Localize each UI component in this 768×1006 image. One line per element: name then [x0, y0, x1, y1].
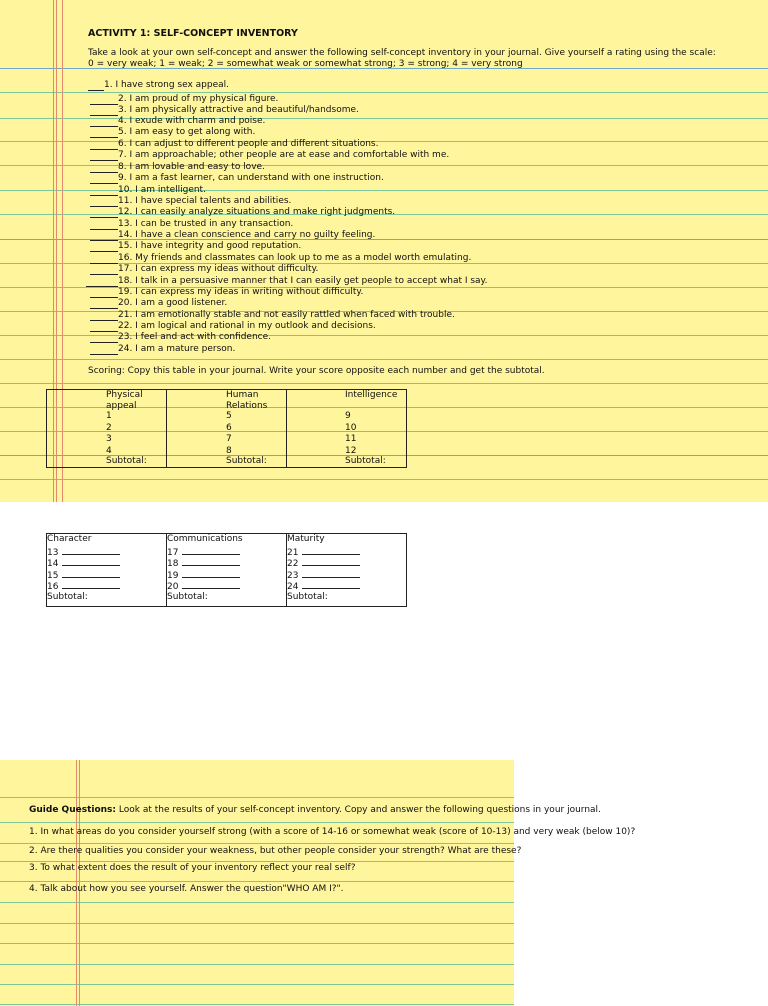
inventory-item-label: 24. I am a mature person. [118, 344, 236, 354]
rating-blank[interactable] [90, 106, 118, 116]
scoring-table-1 [46, 389, 407, 468]
inventory-item-label: 14. I have a clean conscience and carry no guilty feeling. [118, 230, 376, 240]
inventory-item [90, 207, 395, 218]
inventory-item [90, 287, 363, 298]
item-number: 19 [167, 570, 179, 581]
column-header: Intelligence [345, 390, 398, 400]
score-row [167, 580, 286, 592]
item-number: 1 [106, 411, 112, 421]
inventory-item [90, 196, 291, 207]
item-number: 5 [226, 411, 232, 421]
item-number: 17 [167, 547, 179, 558]
item-number: 23 [287, 570, 299, 581]
inventory-item-label: 5. I am easy to get along with. [118, 127, 256, 137]
rating-blank[interactable] [90, 95, 118, 105]
score-row [47, 580, 166, 592]
inventory-item [90, 264, 318, 275]
item-number: 15 [47, 570, 59, 581]
instructions: Take a look at your own self-concept and answer the following self-concept inventory in your journal. Give yourself a rating using the scale: [88, 48, 716, 58]
inventory-item [88, 80, 229, 91]
item-number: 20 [167, 582, 179, 592]
inventory-item-label: 16. My friends and classmates can look up to me as a model worth emulating. [118, 253, 472, 263]
inventory-item [90, 241, 301, 252]
rating-blank[interactable] [90, 231, 118, 241]
rating-blank[interactable] [88, 81, 104, 91]
item-number: 4 [106, 445, 112, 456]
inventory-item [90, 139, 378, 150]
physical-appeal-column [47, 390, 167, 468]
score-row [287, 569, 406, 581]
item-number: 3 [106, 434, 112, 444]
human-relations-column [167, 390, 287, 468]
score-row [167, 569, 286, 581]
inventory-item-label: 1. I have strong sex appeal. [104, 80, 230, 90]
character-column [47, 534, 167, 607]
inventory-item-label: 17. I can express my ideas without difficulty. [118, 264, 319, 274]
inventory-item-label: 7. I am approachable; other people are at ease and comfortable with me. [118, 150, 450, 160]
inventory-item-label: 10. I am intelligent. [118, 185, 206, 195]
item-number: 12 [345, 445, 357, 456]
guide-question-3: 3. To what extent does the result of your inventory reflect your real self? [29, 863, 356, 873]
inventory-item-label: 19. I can express my ideas in writing without difficulty. [118, 287, 364, 297]
item-number: 24 [287, 582, 299, 592]
rating-blank[interactable] [90, 117, 118, 127]
score-row [47, 546, 166, 558]
guide-question-2: 2. Are there qualities you consider your weakness, but other people consider your strength? What are these? [29, 846, 522, 856]
rating-blank[interactable] [90, 128, 118, 138]
inventory-item-label: 9. I am a fast learner, can understand with one instruction. [118, 173, 384, 183]
rating-blank[interactable] [90, 242, 118, 252]
inventory-item-label: 15. I have integrity and good reputation. [118, 241, 302, 251]
guide-intro-text: Look at the results of your self-concept inventory. Copy and answer the following questions in your journal. [118, 805, 601, 815]
notepad-bottom [0, 760, 514, 1006]
inventory-item-label: 12. I can easily analyze situations and make right judgments. [118, 207, 396, 217]
intelligence-column [287, 390, 407, 468]
subtotal-label: Subtotal: [47, 591, 88, 602]
item-number: 11 [345, 434, 357, 444]
guide-label: Guide Questions: [29, 805, 117, 815]
item-number: 14 [47, 559, 59, 569]
score-row [167, 546, 286, 558]
inventory-item [90, 162, 265, 173]
column-header: Relations [226, 400, 268, 411]
item-number: 6 [226, 422, 232, 433]
column-header: Physical [106, 390, 143, 400]
subtotal-label: Subtotal: [226, 455, 267, 466]
subtotal-label: Subtotal: [287, 591, 328, 602]
inventory-item [90, 310, 455, 321]
item-number: 10 [345, 422, 357, 433]
item-number: 16 [47, 582, 59, 592]
inventory-item-label: 3. I am physically attractive and beautiful/handsome. [118, 105, 359, 115]
rating-blank[interactable] [90, 288, 118, 298]
inventory-item-label: 4. I exude with charm and poise. [118, 116, 266, 126]
item-number: 8 [226, 445, 232, 456]
communications-column [167, 534, 287, 607]
inventory-item [90, 332, 271, 343]
inventory-item [90, 219, 293, 230]
inventory-item-label: 22. I am logical and rational in my outlook and decisions. [118, 321, 376, 331]
column-header: Communications [167, 534, 243, 544]
inventory-item [90, 185, 206, 196]
rating-blank[interactable] [90, 254, 118, 264]
subtotal-label: Subtotal: [106, 455, 147, 466]
rating-blank[interactable] [90, 163, 118, 173]
guide-question-1: 1. In what areas do you consider yourself strong (with a score of 14-16 or somewhat weak (score of 10-13) and very weak (below 10)? [29, 827, 636, 837]
inventory-item-label: 8. I am lovable and easy to love. [118, 162, 265, 172]
inventory-item [90, 230, 375, 241]
rating-blank[interactable] [90, 322, 118, 332]
inventory-item [90, 253, 471, 264]
inventory-item [90, 105, 359, 116]
maturity-column [287, 534, 407, 607]
inventory-item-label: 18. I talk in a persuasive manner that I can easily get people to accept what I say. [118, 276, 488, 286]
rating-blank[interactable] [90, 151, 118, 161]
inventory-item-label: 21. I am emotionally stable and not easily rattled when faced with trouble. [118, 310, 455, 320]
inventory-item [90, 127, 255, 138]
rating-blank[interactable] [90, 345, 118, 355]
item-number: 9 [345, 411, 351, 421]
item-number: 22 [287, 559, 299, 569]
guide-question-4: 4. Talk about how you see yourself. Answer the question"WHO AM I?". [29, 884, 344, 894]
inventory-item [90, 298, 227, 309]
score-row [47, 557, 166, 569]
column-header: Human [226, 390, 259, 400]
rating-blank[interactable] [90, 299, 118, 309]
column-header: Character [47, 534, 92, 544]
subtotal-label: Subtotal: [345, 455, 386, 466]
score-row [287, 546, 406, 558]
inventory-item-label: 6. I can adjust to different people and different situations. [118, 139, 379, 149]
item-number: 21 [287, 547, 299, 558]
rating-blank[interactable] [90, 333, 118, 343]
rating-blank[interactable] [90, 220, 118, 230]
rating-blank[interactable] [90, 186, 118, 196]
score-row [167, 557, 286, 569]
inventory-item [90, 173, 384, 184]
rating-blank[interactable] [90, 197, 118, 207]
inventory-item [90, 321, 376, 332]
item-number: 13 [47, 547, 59, 558]
rating-blank[interactable] [90, 140, 118, 150]
inventory-item [86, 276, 487, 287]
item-number: 18 [167, 559, 179, 569]
rating-blank[interactable] [90, 208, 118, 218]
subtotal-label: Subtotal: [167, 591, 208, 602]
inventory-item [90, 94, 278, 105]
guide-intro [29, 805, 601, 816]
inventory-item [90, 150, 449, 161]
score-row [287, 580, 406, 592]
inventory-item-label: 13. I can be trusted in any transaction. [118, 219, 294, 229]
inventory-item-label: 2. I am proud of my physical figure. [118, 94, 279, 104]
inventory-item-label: 20. I am a good listener. [118, 298, 228, 308]
column-header: appeal [106, 400, 137, 411]
scoring-instruction: Scoring: Copy this table in your journal. Write your score opposite each number and get the subtotal. [88, 366, 545, 376]
activity-title: ACTIVITY 1: SELF-CONCEPT INVENTORY [88, 28, 298, 39]
rating-blank[interactable] [90, 265, 118, 275]
rating-scale: 0 = very weak; 1 = weak; 2 = somewhat weak or somewhat strong; 3 = strong; 4 = very strong [88, 59, 523, 69]
inventory-item [90, 344, 235, 355]
inventory-item-label: 23. I feel and act with confidence. [118, 332, 272, 342]
score-row [47, 569, 166, 581]
column-header: Maturity [287, 534, 325, 544]
score-row [287, 557, 406, 569]
rating-blank[interactable] [90, 174, 118, 184]
inventory-item [90, 116, 265, 127]
item-number: 2 [106, 422, 112, 433]
scoring-table-2 [46, 533, 407, 607]
rating-blank[interactable] [90, 311, 118, 321]
item-number: 7 [226, 434, 232, 444]
inventory-item-label: 11. I have special talents and abilities. [118, 196, 292, 206]
rating-blank[interactable] [86, 277, 118, 287]
